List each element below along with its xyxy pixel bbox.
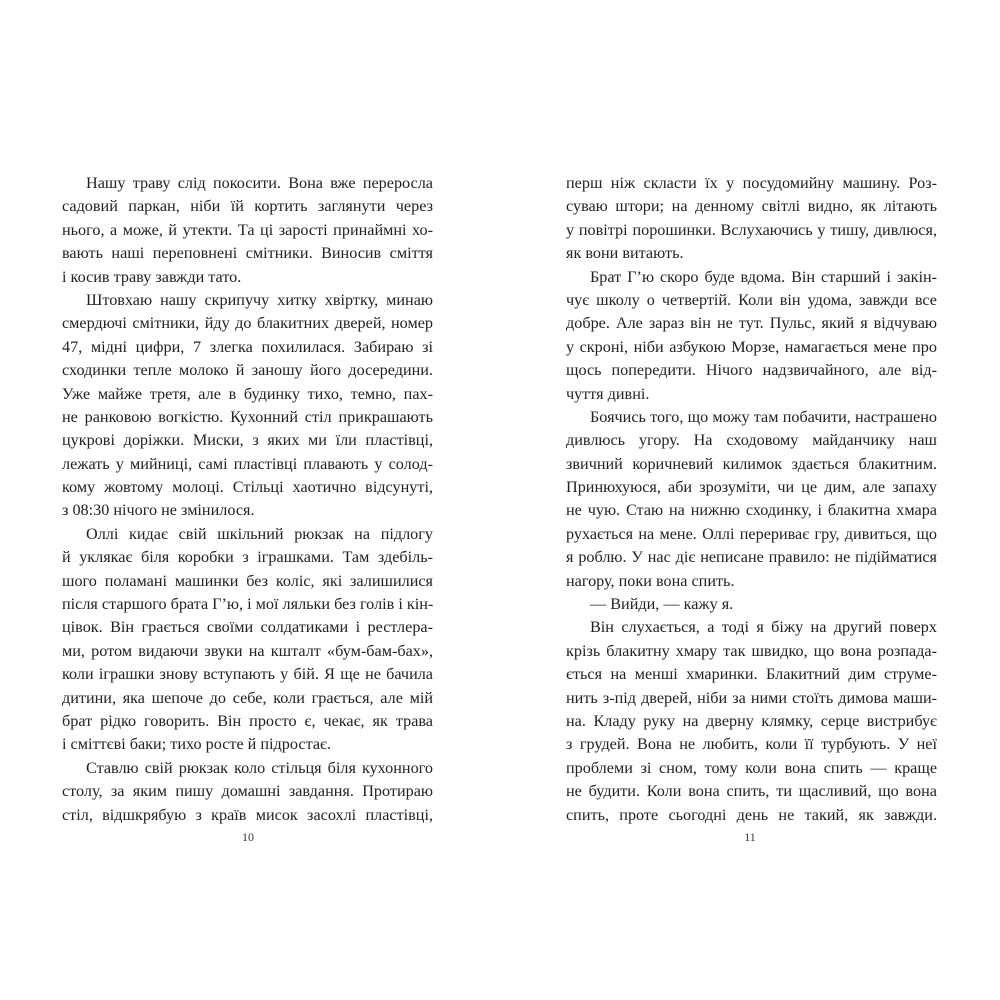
text-line: з 08:30 нічого не змінилося. xyxy=(62,501,255,520)
text-line: нить з-під дверей, ніби за ними стоїть димова маши- xyxy=(566,688,937,707)
text-line: рухається на мене. Оллі перериває гру, дивиться, що xyxy=(566,524,937,543)
text-line: чує школу о четвертій. Коли він удома, завжди все xyxy=(566,290,937,309)
text-line: у повітрі порошинки. Вслухаючись у тишу, дивлюся, xyxy=(566,220,937,239)
text-line: нагору, поки вона спить. xyxy=(566,571,735,590)
text-line: дитини, яка шепоче до себе, коли грається, але мій xyxy=(62,688,433,707)
text-line: сходинки тепле молоко й заношу його досередини. xyxy=(62,361,433,380)
text-line: перш ніж скласти їх у посудомийну машину. Роз- xyxy=(566,174,937,192)
text-line: Уже майже третя, але в будинку тихо, темно, пах- xyxy=(62,384,433,403)
text-line: не чую. Стаю на нижню сходинку, і блакитна хмара xyxy=(566,501,937,520)
text-line: і косив траву завжди тато. xyxy=(62,267,242,286)
left-page-text xyxy=(62,172,433,827)
text-line: Оллі кидає свій шкільний рюкзак на підлогу xyxy=(86,524,433,543)
page-number-right: 11 xyxy=(744,830,756,844)
text-line: крізь блакитну хмару так швидко, що вона розпада- xyxy=(566,641,937,660)
text-line: не будити. Коли вона спить, ти щасливий, що вона xyxy=(566,782,937,801)
text-line: Він слухається, а тоді я біжу на другий поверх xyxy=(590,618,937,637)
text-line: я роблю. У нас діє неписане правило: не підійматися xyxy=(566,548,937,567)
text-line: вають наші переповнені смітники. Виносив сміття xyxy=(62,244,433,263)
right-page-text xyxy=(566,172,937,827)
text-line: Штовхаю нашу скрипучу хитку хвіртку, минаю xyxy=(86,290,433,309)
text-line: ми, ротом видаючи звуки на кшталт «бум-бам-бах», xyxy=(62,641,433,660)
text-line: не ранковою вогкістю. Кухонний стіл прикрашають xyxy=(62,407,433,426)
text-line: з грудей. Вона не любить, коли її турбують. У неї xyxy=(566,735,937,754)
text-line: Ставлю свій рюкзак коло стільця біля кухонного xyxy=(86,758,433,777)
text-line: нього, а може, й утекти. Та ці зарості принаймні хо- xyxy=(62,220,433,239)
text-line: столу, за яким пишу домашні завдання. Протираю xyxy=(62,782,433,801)
text-line: у скроні, ніби азбукою Морзе, намагається мене про xyxy=(566,337,937,356)
text-line: Брат Гʼю скоро буде вдома. Він старший і закін- xyxy=(590,267,937,286)
text-line: звичний коричневий килимок здається блакитним. xyxy=(566,454,937,473)
text-line: як вони витають. xyxy=(566,244,684,263)
text-line: щось попередити. Нічого надзвичайного, але від- xyxy=(566,361,937,380)
text-line: дивлюсь угору. На сходовому майданчику наш xyxy=(566,431,937,450)
text-line: і сміттєві баки; тихо росте й підростає. xyxy=(62,735,332,754)
page-number-left: 10 xyxy=(242,830,254,844)
text-line: смердючі смітники, йду до блакитних дверей, номер xyxy=(62,314,433,333)
text-line: проблеми зі сном, тому коли вона спить — краще xyxy=(566,758,937,777)
text-line: стіл, відшкрябую з країв мисок засохлі пластівці, xyxy=(62,805,433,824)
text-line: садовий паркан, ніби їй кортить заглянути через xyxy=(62,197,433,216)
text-line: чуття дивні. xyxy=(566,384,650,403)
text-line: кому жовтому молоці. Стільці хаотично відсунуті, xyxy=(62,478,433,497)
text-line: цукрові доріжки. Миски, з яких ми їли пластівці, xyxy=(62,431,433,450)
text-line: цівок. Він грається своїми солдатиками і рестлера- xyxy=(62,618,433,637)
text-line: ється на менші хмаринки. Блакитний дим струме- xyxy=(566,665,937,684)
dialogue-line: — Вийди, — кажу я. xyxy=(590,595,734,614)
text-line: суваю штори; на денному світлі видно, як літають xyxy=(566,197,937,216)
text-line: 47, мідні цифри, 7 злегка похилилася. Забираю зі xyxy=(62,337,433,356)
text-line: добре. Але зараз він не тут. Пульс, який я відчуваю xyxy=(566,314,937,333)
text-line: й уклякає біля коробки з іграшками. Там здебіль- xyxy=(62,548,433,567)
text-line: спить, проте сьогодні день не такий, як завжди. xyxy=(566,805,937,824)
text-line: шого поламані машинки без коліс, які залишилися xyxy=(62,571,433,590)
text-line: лежать у мийниці, самі пластівці плавають у солод- xyxy=(62,454,433,473)
text-line: брат рідко говорить. Він просто є, чекає, як трава xyxy=(62,711,433,730)
text-line: коли іграшки знову вступають у бій. Я ще не бачила xyxy=(62,665,433,684)
text-line: після старшого брата Гʼю, і мої ляльки без голів і кін- xyxy=(62,595,434,614)
text-line: Принюхуюся, аби зрозуміти, чи це дим, але запаху xyxy=(566,478,937,497)
text-line: на. Кладу руку на дверну клямку, серце вистрибує xyxy=(566,711,937,730)
text-line: Боячись того, що можу там побачити, настрашено xyxy=(590,407,937,426)
text-line: Нашу траву слід покосити. Вона вже переросла xyxy=(86,174,433,192)
